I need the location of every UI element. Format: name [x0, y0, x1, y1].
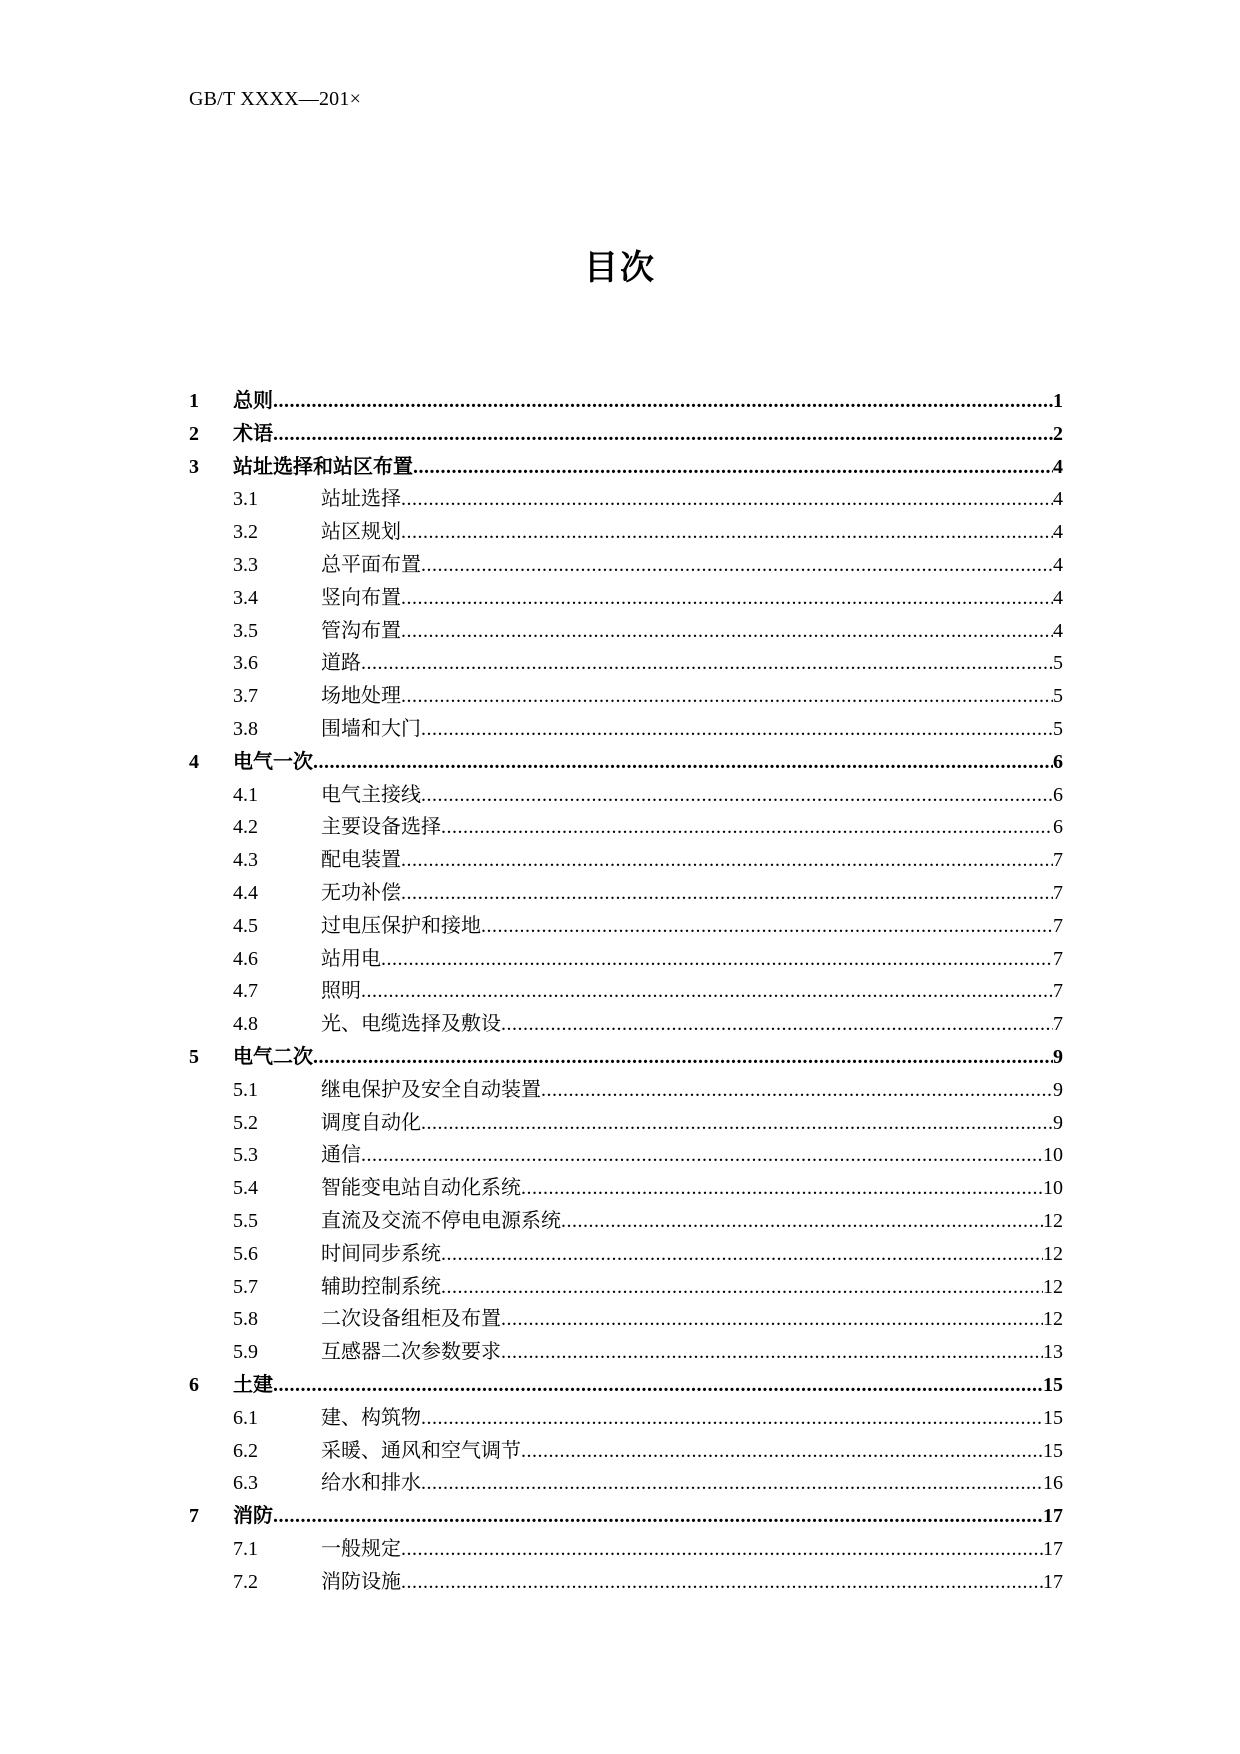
toc-entry-number: 5.1	[233, 1078, 258, 1101]
toc-entry-number: 7.1	[233, 1537, 258, 1560]
toc-entry-page: 5	[1053, 717, 1063, 740]
toc-section-entry[interactable]	[189, 909, 1063, 942]
toc-dot-leader	[273, 418, 1053, 451]
toc-entry-label: 站址选择	[321, 486, 401, 511]
toc-entry-page: 2	[1053, 422, 1063, 445]
toc-entry-page: 6	[1053, 816, 1063, 839]
toc-entry-label: 消防	[233, 1503, 273, 1528]
toc-section-entry[interactable]	[189, 548, 1063, 581]
toc-chapter-entry[interactable]	[189, 745, 1063, 778]
toc-entry-page: 17	[1043, 1537, 1063, 1560]
toc-entry-number: 6.2	[233, 1439, 258, 1462]
toc-dot-leader	[421, 713, 1053, 746]
toc-entry-label: 采暖、通风和空气调节	[321, 1437, 521, 1462]
toc-entry-number: 4.1	[233, 783, 258, 806]
toc-entry-number: 6.3	[233, 1472, 258, 1495]
toc-entry-label: 智能变电站自动化系统	[321, 1175, 521, 1200]
toc-entry-label: 辅助控制系统	[321, 1273, 441, 1298]
toc-dot-leader	[273, 1369, 1043, 1402]
toc-entry-page: 17	[1043, 1570, 1063, 1593]
toc-entry-label: 二次设备组柜及布置	[321, 1306, 501, 1331]
toc-entry-number: 4.6	[233, 947, 258, 970]
toc-entry-label: 竖向布置	[321, 584, 401, 609]
toc-dot-leader	[401, 1566, 1043, 1599]
toc-dot-leader	[401, 483, 1053, 516]
toc-chapter-entry[interactable]	[189, 450, 1063, 483]
toc-entry-page: 7	[1053, 881, 1063, 904]
toc-entry-label: 消防设施	[321, 1568, 401, 1593]
toc-entry-page: 9	[1053, 1111, 1063, 1134]
toc-entry-page: 9	[1053, 1078, 1063, 1101]
toc-entry-number: 3.6	[233, 652, 258, 675]
toc-section-entry[interactable]	[189, 1532, 1063, 1565]
toc-section-entry[interactable]	[189, 974, 1063, 1007]
toc-dot-leader	[441, 1271, 1043, 1304]
toc-entry-label: 主要设备选择	[321, 814, 441, 839]
toc-entry-label: 站用电	[321, 945, 381, 970]
toc-section-entry[interactable]	[189, 646, 1063, 679]
toc-entry-label: 术语	[233, 420, 273, 445]
toc-dot-leader	[401, 582, 1053, 615]
toc-section-entry[interactable]	[189, 1302, 1063, 1335]
toc-entry-page: 4	[1053, 553, 1063, 576]
toc-entry-page: 4	[1053, 619, 1063, 642]
toc-entry-label: 电气一次	[233, 748, 313, 773]
toc-entry-number: 3.4	[233, 586, 258, 609]
toc-entry-page: 7	[1053, 980, 1063, 1003]
toc-section-entry[interactable]	[189, 679, 1063, 712]
toc-entry-page: 10	[1043, 1144, 1063, 1167]
toc-entry-number: 5.4	[233, 1177, 258, 1200]
toc-entry-page: 15	[1043, 1406, 1063, 1429]
toc-chapter-entry[interactable]	[189, 384, 1063, 417]
toc-section-entry[interactable]	[189, 712, 1063, 745]
toc-entry-number: 5.3	[233, 1144, 258, 1167]
toc-dot-leader	[441, 1238, 1043, 1271]
table-of-contents	[189, 384, 1063, 1597]
toc-entry-page: 7	[1053, 1013, 1063, 1036]
toc-entry-label: 配电装置	[321, 847, 401, 872]
toc-entry-label: 照明	[321, 978, 361, 1003]
toc-entry-number: 5.5	[233, 1209, 258, 1232]
toc-entry-number: 5.9	[233, 1341, 258, 1364]
toc-dot-leader	[273, 1500, 1043, 1533]
toc-entry-number: 6	[189, 1373, 199, 1396]
toc-entry-label: 站区规划	[321, 519, 401, 544]
toc-entry-label: 站址选择和站区布置	[233, 453, 413, 478]
toc-dot-leader	[401, 1533, 1043, 1566]
toc-entry-number: 3.2	[233, 521, 258, 544]
toc-section-entry[interactable]	[189, 1007, 1063, 1040]
toc-entry-page: 15	[1043, 1373, 1063, 1396]
toc-chapter-entry[interactable]	[189, 1499, 1063, 1532]
toc-entry-label: 围墙和大门	[321, 715, 421, 740]
toc-entry-label: 场地处理	[321, 683, 401, 708]
toc-dot-leader	[521, 1172, 1043, 1205]
toc-dot-leader	[561, 1205, 1043, 1238]
toc-entry-page: 9	[1053, 1045, 1063, 1068]
toc-entry-number: 4.7	[233, 980, 258, 1003]
toc-entry-label: 过电压保护和接地	[321, 912, 481, 937]
toc-section-entry[interactable]	[189, 1335, 1063, 1368]
toc-dot-leader	[501, 1303, 1043, 1336]
toc-section-entry[interactable]	[189, 1466, 1063, 1499]
toc-entry-page: 4	[1053, 455, 1063, 478]
toc-entry-label: 土建	[233, 1371, 273, 1396]
toc-entry-number: 4.2	[233, 816, 258, 839]
toc-dot-leader	[441, 811, 1053, 844]
toc-entry-number: 4.3	[233, 849, 258, 872]
toc-dot-leader	[501, 1008, 1053, 1041]
toc-entry-page: 13	[1043, 1341, 1063, 1364]
toc-entry-number: 7.2	[233, 1570, 258, 1593]
toc-section-entry[interactable]	[189, 876, 1063, 909]
toc-entry-number: 3.8	[233, 717, 258, 740]
toc-dot-leader	[361, 1139, 1043, 1172]
toc-section-entry[interactable]	[189, 778, 1063, 811]
toc-entry-number: 5	[189, 1045, 199, 1068]
toc-entry-number: 5.7	[233, 1275, 258, 1298]
toc-entry-page: 6	[1053, 750, 1063, 773]
toc-chapter-entry[interactable]	[189, 1368, 1063, 1401]
toc-dot-leader	[273, 385, 1053, 418]
toc-section-entry[interactable]	[189, 1401, 1063, 1434]
toc-entry-number: 4	[189, 750, 199, 773]
toc-entry-label: 无功补偿	[321, 879, 401, 904]
toc-entry-label: 一般规定	[321, 1535, 401, 1560]
toc-entry-label: 时间同步系统	[321, 1240, 441, 1265]
document-code: GB/T XXXX—201×	[189, 88, 362, 110]
toc-entry-page: 7	[1053, 849, 1063, 872]
toc-dot-leader	[361, 975, 1053, 1008]
toc-entry-page: 12	[1043, 1308, 1063, 1331]
toc-section-entry[interactable]	[189, 1138, 1063, 1171]
toc-entry-label: 互感器二次参数要求	[321, 1339, 501, 1364]
toc-section-entry[interactable]	[189, 614, 1063, 647]
toc-section-entry[interactable]	[189, 1434, 1063, 1467]
toc-entry-page: 16	[1043, 1472, 1063, 1495]
toc-dot-leader	[381, 943, 1053, 976]
toc-entry-number: 5.2	[233, 1111, 258, 1134]
toc-entry-page: 4	[1053, 488, 1063, 511]
toc-entry-number: 6.1	[233, 1406, 258, 1429]
toc-section-entry[interactable]	[189, 942, 1063, 975]
toc-dot-leader	[361, 647, 1053, 680]
toc-dot-leader	[541, 1074, 1053, 1107]
toc-dot-leader	[421, 779, 1053, 812]
toc-section-entry[interactable]	[189, 581, 1063, 614]
toc-dot-leader	[401, 516, 1053, 549]
toc-entry-number: 2	[189, 422, 199, 445]
toc-dot-leader	[401, 877, 1053, 910]
toc-dot-leader	[313, 1041, 1053, 1074]
toc-entry-number: 7	[189, 1505, 199, 1528]
toc-section-entry[interactable]	[189, 810, 1063, 843]
toc-entry-page: 6	[1053, 783, 1063, 806]
toc-entry-label: 给水和排水	[321, 1470, 421, 1495]
toc-entry-number: 1	[189, 390, 199, 412]
toc-entry-label: 总则	[233, 388, 273, 412]
toc-entry-label: 电气二次	[233, 1043, 313, 1068]
toc-section-entry[interactable]	[189, 1073, 1063, 1106]
toc-section-entry[interactable]	[189, 482, 1063, 515]
toc-dot-leader	[421, 1467, 1043, 1500]
toc-entry-number: 3.1	[233, 488, 258, 511]
toc-entry-label: 光、电缆选择及敷设	[321, 1011, 501, 1036]
toc-dot-leader	[401, 844, 1053, 877]
toc-dot-leader	[313, 746, 1053, 779]
toc-section-entry[interactable]	[189, 515, 1063, 548]
toc-entry-number: 4.8	[233, 1013, 258, 1036]
toc-entry-label: 总平面布置	[321, 551, 421, 576]
toc-entry-label: 电气主接线	[321, 781, 421, 806]
toc-entry-page: 5	[1053, 652, 1063, 675]
toc-entry-label: 建、构筑物	[321, 1404, 421, 1429]
toc-entry-number: 3.3	[233, 553, 258, 576]
toc-entry-number: 4.4	[233, 881, 258, 904]
toc-entry-number: 3.5	[233, 619, 258, 642]
toc-dot-leader	[481, 910, 1053, 943]
toc-entry-page: 12	[1043, 1209, 1063, 1232]
toc-entry-number: 5.8	[233, 1308, 258, 1331]
toc-section-entry[interactable]	[189, 1171, 1063, 1204]
toc-section-entry[interactable]	[189, 843, 1063, 876]
toc-entry-label: 调度自动化	[321, 1109, 421, 1134]
toc-entry-page: 5	[1053, 685, 1063, 708]
toc-entry-label: 道路	[321, 650, 361, 675]
toc-dot-leader	[421, 1402, 1043, 1435]
toc-section-entry[interactable]	[189, 1270, 1063, 1303]
toc-entry-number: 5.6	[233, 1242, 258, 1265]
toc-dot-leader	[401, 680, 1053, 713]
toc-title: 目次	[584, 248, 656, 288]
toc-entry-page: 7	[1053, 914, 1063, 937]
toc-entry-page: 15	[1043, 1439, 1063, 1462]
toc-dot-leader	[501, 1336, 1043, 1369]
toc-section-entry[interactable]	[189, 1106, 1063, 1139]
toc-chapter-entry[interactable]	[189, 417, 1063, 450]
toc-entry-page: 1	[1053, 390, 1063, 412]
toc-section-entry[interactable]	[189, 1565, 1063, 1598]
toc-entry-label: 继电保护及安全自动装置	[321, 1076, 541, 1101]
toc-chapter-entry[interactable]	[189, 1040, 1063, 1073]
toc-entry-page: 10	[1043, 1177, 1063, 1200]
toc-entry-page: 12	[1043, 1275, 1063, 1298]
toc-dot-leader	[413, 451, 1053, 484]
toc-entry-label: 管沟布置	[321, 617, 401, 642]
toc-entry-label: 通信	[321, 1142, 361, 1167]
toc-entry-page: 12	[1043, 1242, 1063, 1265]
toc-entry-page: 4	[1053, 586, 1063, 609]
toc-entry-number: 3	[189, 455, 199, 478]
toc-dot-leader	[421, 1107, 1053, 1140]
toc-entry-number: 4.5	[233, 914, 258, 937]
toc-dot-leader	[401, 615, 1053, 648]
toc-entry-number: 3.7	[233, 685, 258, 708]
toc-entry-page: 17	[1043, 1505, 1063, 1528]
toc-dot-leader	[421, 549, 1053, 582]
toc-entry-label: 直流及交流不停电电源系统	[321, 1207, 561, 1232]
toc-dot-leader	[521, 1435, 1043, 1468]
toc-entry-page: 7	[1053, 947, 1063, 970]
toc-section-entry[interactable]	[189, 1237, 1063, 1270]
toc-entry-page: 4	[1053, 521, 1063, 544]
toc-section-entry[interactable]	[189, 1204, 1063, 1237]
